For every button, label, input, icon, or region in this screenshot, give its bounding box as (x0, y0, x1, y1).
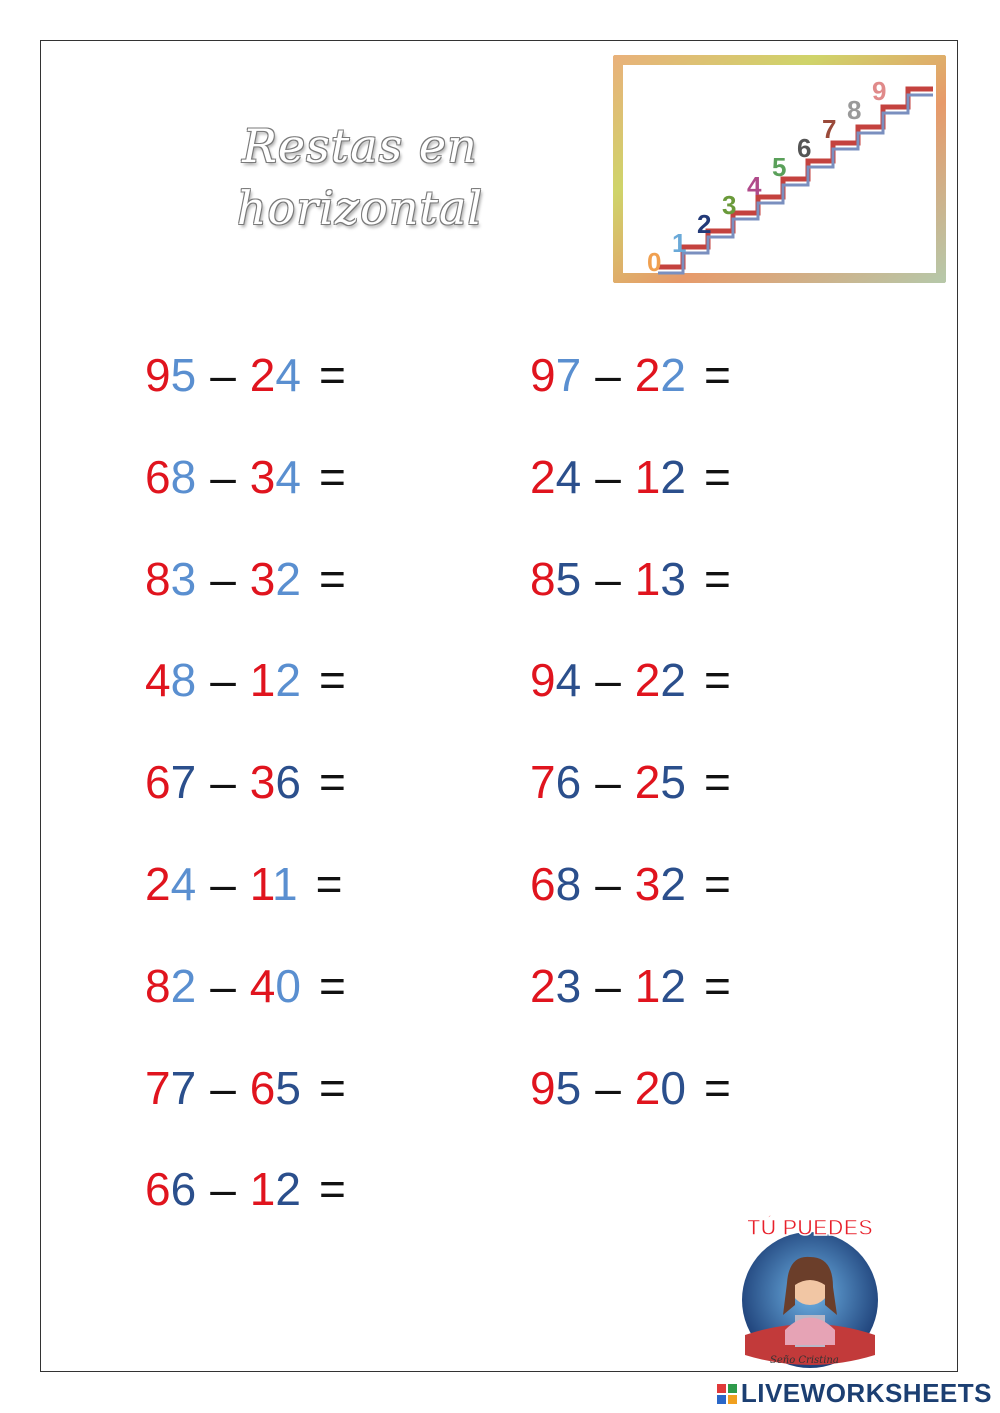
stair-digit-7: 7 (822, 114, 837, 144)
subtrahend-tens: 6 (249, 1061, 276, 1114)
subtraction-problem (530, 449, 731, 505)
subtrahend-units: 2 (660, 959, 686, 1012)
stair-digit-2: 2 (697, 209, 712, 239)
subtrahend-units: 6 (275, 756, 301, 809)
subtrahend-units: 5 (660, 756, 686, 809)
minuend-tens: 2 (530, 450, 556, 503)
equals-sign: = (318, 1163, 346, 1216)
minus-sign: – (595, 654, 621, 707)
subtrahend-tens: 1 (249, 858, 274, 910)
subtraction-problem (530, 958, 731, 1014)
minuend-units: 4 (555, 654, 582, 707)
minuend-tens: 2 (145, 858, 171, 910)
subtrahend-tens: 2 (634, 1061, 661, 1114)
equals-sign: = (703, 654, 731, 707)
subtraction-problem (530, 1060, 731, 1116)
minus-sign: – (210, 756, 236, 809)
subtraction-problem (145, 958, 346, 1014)
stair-digit-4: 4 (747, 171, 762, 201)
minuend-tens: 8 (145, 552, 171, 605)
minuend-tens: 6 (145, 756, 171, 809)
subtraction-problem (530, 856, 731, 912)
equals-sign: = (703, 959, 731, 1012)
subtrahend-tens: 2 (634, 756, 661, 809)
subtrahend-tens: 1 (634, 959, 661, 1012)
equals-sign: = (318, 349, 346, 401)
minuend-tens: 8 (145, 959, 171, 1012)
minuend-units: 5 (555, 552, 582, 605)
minus-sign: – (595, 349, 621, 401)
subtraction-problem (530, 754, 731, 810)
minuend-tens: 6 (530, 858, 556, 910)
equals-sign: = (703, 858, 731, 910)
footer-brand: LIVEWORKSHEETS (740, 1378, 992, 1408)
stair-digit-1: 1 (672, 228, 687, 258)
subtraction-problem (530, 551, 731, 607)
subtrahend-units: 4 (275, 349, 301, 401)
minus-sign: – (210, 858, 236, 910)
subtraction-problem (145, 347, 346, 403)
subtrahend-tens: 1 (634, 552, 661, 605)
subtraction-problem (145, 754, 346, 810)
minuend-units: 2 (170, 959, 197, 1012)
minus-sign: – (210, 1163, 236, 1216)
minuend-units: 6 (170, 1163, 197, 1216)
title-line-2: horizontal (236, 181, 484, 235)
minus-sign: – (595, 858, 621, 910)
subtrahend-tens: 3 (634, 858, 661, 910)
subtrahend-tens: 4 (249, 959, 276, 1012)
minuend-tens: 6 (145, 450, 171, 503)
minuend-tens: 7 (145, 1061, 171, 1114)
subtrahend-tens: 3 (249, 552, 276, 605)
equals-sign: = (703, 349, 731, 401)
equals-sign: = (318, 450, 346, 503)
subtraction-problem (145, 652, 346, 708)
minuend-units: 3 (555, 959, 582, 1012)
equals-sign: = (703, 756, 731, 809)
equals-sign: = (703, 552, 731, 605)
minus-sign: – (595, 552, 621, 605)
stair-digit-0: 0 (647, 247, 662, 277)
subtrahend-units: 5 (275, 1061, 301, 1114)
subtrahend-units: 2 (660, 349, 686, 401)
equals-sign: = (315, 858, 343, 910)
minuend-units: 4 (555, 450, 582, 503)
stair-digit-6: 6 (797, 133, 812, 163)
minuend-tens: 9 (145, 349, 171, 401)
equals-sign: = (318, 1061, 346, 1114)
subtrahend-units: 2 (275, 654, 301, 707)
minus-sign: – (595, 1061, 621, 1114)
stair-digit-5: 5 (772, 152, 787, 182)
stair-digit-9: 9 (872, 76, 887, 106)
minuend-units: 7 (555, 349, 582, 401)
minus-sign: – (210, 349, 236, 401)
subtrahend-tens: 1 (634, 450, 661, 503)
subtraction-problem (530, 652, 731, 708)
minus-sign: – (595, 756, 621, 809)
equals-sign: = (318, 654, 346, 707)
minuend-units: 4 (170, 858, 197, 910)
minuend-tens: 8 (530, 552, 556, 605)
number-staircase-illustration (613, 55, 946, 283)
subtrahend-units: 2 (660, 450, 686, 503)
live-grid-icon (717, 1384, 737, 1404)
subtraction-problem (145, 449, 346, 505)
badge-signature: Seño Cristina (770, 1355, 839, 1366)
subtrahend-tens: 3 (249, 756, 276, 809)
minus-sign: – (595, 450, 621, 503)
subtrahend-tens: 3 (249, 450, 276, 503)
stair-digit-8: 8 (847, 95, 862, 125)
subtrahend-tens: 2 (634, 349, 661, 401)
worksheet-title (195, 115, 525, 239)
liveworksheets-footer (717, 1378, 992, 1409)
minuend-tens: 9 (530, 1061, 556, 1114)
subtraction-problem (145, 856, 342, 912)
equals-sign: = (318, 552, 346, 605)
tu-puedes-badge (725, 1205, 895, 1375)
equals-sign: = (703, 1061, 731, 1114)
subtrahend-units: 2 (660, 858, 686, 910)
minuend-units: 7 (170, 756, 197, 809)
minuend-units: 5 (555, 1061, 582, 1114)
minuend-units: 6 (555, 756, 582, 809)
subtrahend-units: 3 (660, 552, 686, 605)
minuend-tens: 6 (145, 1163, 171, 1216)
subtraction-problem (530, 347, 731, 403)
minuend-units: 8 (555, 858, 582, 910)
minuend-units: 7 (170, 1061, 197, 1114)
equals-sign: = (318, 756, 346, 809)
subtrahend-units: 2 (275, 552, 301, 605)
stair-digit-3: 3 (722, 190, 737, 220)
minuend-tens: 7 (530, 756, 556, 809)
minus-sign: – (210, 450, 236, 503)
equals-sign: = (318, 959, 346, 1012)
subtrahend-units: 0 (660, 1061, 686, 1114)
subtrahend-tens: 2 (634, 654, 661, 707)
subtrahend-tens: 1 (249, 654, 276, 707)
minuend-tens: 9 (530, 349, 556, 401)
minus-sign: – (595, 959, 621, 1012)
minuend-units: 5 (170, 349, 197, 401)
equals-sign: = (703, 450, 731, 503)
subtrahend-units: 2 (660, 654, 686, 707)
minus-sign: – (210, 552, 236, 605)
subtrahend-units: 2 (275, 1163, 301, 1216)
subtrahend-tens: 2 (249, 349, 276, 401)
badge-text: TÚ PUEDES (747, 1215, 873, 1240)
minus-sign: – (210, 1061, 236, 1114)
minuend-units: 8 (170, 450, 197, 503)
minus-sign: – (210, 654, 236, 707)
subtraction-problem (145, 1060, 346, 1116)
subtrahend-units: 4 (275, 450, 301, 503)
subtraction-problem (145, 1161, 346, 1217)
minuend-tens: 4 (145, 654, 171, 707)
title-line-1: Restas en (242, 119, 478, 173)
minuend-tens: 2 (530, 959, 556, 1012)
minuend-units: 8 (170, 654, 197, 707)
minus-sign: – (210, 959, 236, 1012)
minuend-tens: 9 (530, 654, 556, 707)
subtrahend-tens: 1 (249, 1163, 276, 1216)
subtrahend-units: 0 (275, 959, 301, 1012)
subtrahend-units: 1 (273, 858, 298, 910)
minuend-units: 3 (170, 552, 197, 605)
subtraction-problem (145, 551, 346, 607)
